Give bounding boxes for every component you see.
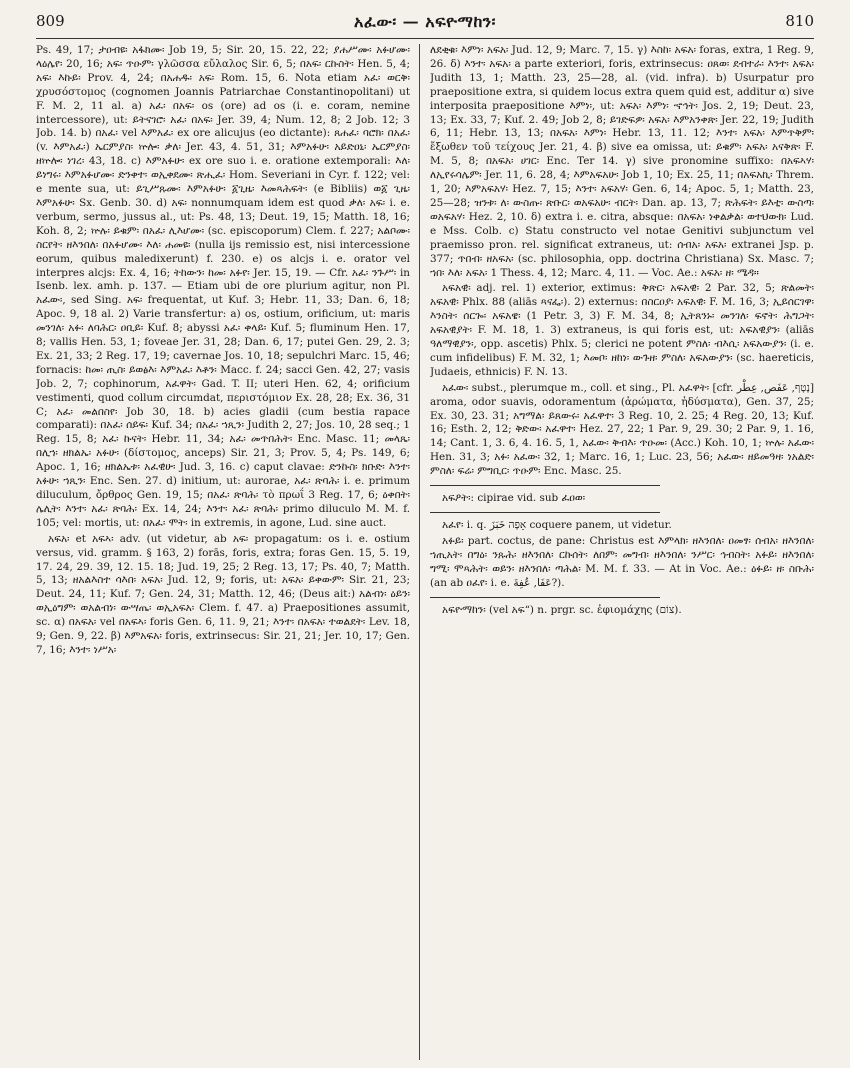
running-title: አፈው፡ — አፍዮማከን፡ bbox=[354, 12, 496, 31]
entry-separator bbox=[430, 512, 660, 513]
entry-separator bbox=[430, 597, 660, 598]
entry-paragraph: አፈየ፡ i. q. אָפָה ﺧَﺒَﺰَ coquere panem, ut videtur. bbox=[442, 519, 672, 531]
entry-separator bbox=[430, 485, 660, 486]
page-number-right: 810 bbox=[785, 12, 814, 30]
left-column bbox=[36, 44, 410, 1060]
entry-paragraph: አፍአዊ፡ adj. rel. 1) exterior, extimus: ቅጽር፡ አፍአዊ፡ 2 Par. 32, 5; ጽልመት፡ አፍአዊ፡ Phlx. 88 (aliās ጻናፌ፡). 2) externus: በስርዐያ፡ አፍአዊ፡ F. M. 16, 3; ኢይሰርገዋ፡ እንስት፡ ሰርጐ፡ አፍአዌ፡ (1 Petr. 3, 3) F. M. 34, 8; ኢትጸንኑ፡ መንገለ፡ ፍኖት፡ ሕግጋት፡ አፍአዊያት፡ F. M. 18, 1. 3) extraneus, is qui foris est, ut: አፍአዊያን፡ (aliās ዓለማዊያን፡, opp. ascetis) Phlx. 5; clerici ne potent ምስለ፡ ብእሲ፡ አፍአውያን፡ (i. e. cum infidelibus) F. M. 32, 1; እመቦ፡ ዘከነ፡ ውጉዘ፡ ምስለ፡ አፍአውያን፡ (sc. haereticis, Judaeis, ethnicis) F. N. 13. bbox=[430, 282, 814, 378]
entry-paragraph: አፉይ፡ part. coctus, de pane: Christus est እምላክ፡ ዘእንበለ፡ ዐመፃ፡ ሰብአ፡ ዘእንበለ፡ ኀጢአት፡ በግዕ፡ ንጹሕ፡ ዘእንበለ፡ ርኩሰት፡ ለበም፡ መግብ፡ ዘእንበለ፡ ንሥር፡ ኅብስት፡ አፉይ፡ ዘእንበለ፡ ግሚ፡ ሞጻሕት፡ ወይን፡ ዘእንበለ፡ ጣሕል፡ M. M. f. 33. — At in Voc. Ae.: ዕፉይ፡ ዘ፡ ስቡሕ፡ (an ab ዐፈየ፡ i. e. ﻋَﻔَﺎ, ﻋُﻔِﺔَ?). bbox=[430, 534, 814, 589]
entry-paragraph: አፈው፡ subst., plerumque m., coll. et sing., Pl. አፈዋት፡ [cfr. נָטָף, ﻋَﻔَﺺ, ﻋِﻄْﺮ] aroma, odor suavis, odoramentum (ἀρώματα, ἡδύσματα), Gen. 37, 25; Ex. 30, 23. 31; አግማል፡ ይጸውሩ፡ አፈዋተ፡ 3 Reg. 10, 2. 25; 4 Reg. 20, 13; Kuf. 16; Esth. 2, 12; ቅድው፡ አፈዋተ፡ Hez. 27, 22; 1 Par. 9, 29. 30; 2 Par. 9, 1. 16, 14; Cant. 1, 3. 6, 4. 16. 5, 1, አፈው፡ ቅብእ፡ ጥዑመ፡ (Acc.) Koh. 10, 1; ኵሉ፡ አፈው፡ Hen. 31, 3; አፉ፡ አፈው፡ 32, 1; Marc. 16, 1; Luc. 23, 56; አፈው፡ ዘይመዓዛ፡ ነአልድ፡ ምስለ፡ ፍሬ፡ ምግቢር፡ ጥዑም፡ Enc. Masc. 25. bbox=[430, 381, 814, 478]
column-divider bbox=[419, 44, 420, 1060]
entry-paragraph: Ps. 49, 17; ታዐብዩ፡ አፋክሙ፡ Job 19, 5; Sir. 20, 15. 22, 22; ያሐሥሙ፡ አፉሆሙ፡ ላዕሌየ፡ 20, 16; አፍ፡ ጥዑም፡ γλῶσσα εὔλαλος Sir. 6, 5; በአፍ፡ ርኩስት፡ Hen. 5, 4; አፍ፡ እኩይ፡ Prov. 4, 24; በአሐዱ፡ አፍ፡ Rom. 15, 6. Nota etiam አፈ፡ ወርቅ፡ χρυσόστομος (cognomen Joannis Patriarchae Constantinopolitani) ut F. M. 2, 11 al. a) አፈ፡ በአፍ፡ os (ore) ad os (i. e. coram, nemine intercessore), ut: ይትናገሮ፡ አፈ፡ በአፍ፡ Jer. 39, 4; Num. 12, 8; 2 Job. 12; 3 Job. 14. b) በአፈ፡ vel እምአፈ፡ ex ore alicujus (eo dictante): ጸሐፈ፡ ባሮክ፡ በአፈ፡ (v. እምአፈ፡) ኤርምያስ፡ ኵሎ፡ ቃለ፡ Jer. 43, 4. 51, 31; እምአፉሁ፡ አይድዐኒ፡ ኤርምያስ፡ ዘኵሎ፡ ነገረ፡ 43, 18. c) እምአፉሁ፡ ex ore suo i. e. oratione extemporali: እለ፡ ይነግሩ፡ እምአፉሆሙ፡ ድንቀተ፡ ወኢቀደሙ፡ ጽሒፈ፡ Hom. Severiani in Cyr. f. 122; vel: e mente sua, ut: ይጊሥጹሙ፡ እምአፉሁ፡ ፩ጊዜ፡ እመጻሕፍት፡ (e Bibliis) ወ፩ ጊዜ፡ እምአፉሁ፡ Sx. Genb. 30. d) አፍ፡ nonnumquam idem est quod ቃለ፡ አፍ፡ i. e. verbum, sermo, jussus al., ut: Ps. 48, 13; Deut. 19, 15; Matth. 18, 16; Koh. 8, 2; ኵሉ፡ ይቁም፡ በአፈ፡ ሊእሆሙ፡ (sc. episcoporum) Clem. f. 227; አልቦሙ፡ ስርየት፡ ዘእንበለ፡ በአፉሆሙ፡ እለ፡ ሐመዩ፡ (nulla ijs remissio est, nisi intercessione eorum, quibus maledixerunt) f. 230. e) os alcjs i. e. orator vel interpres alcjs: Ex. 4, 16; ትከውን፡ ከመ፡ አፉየ፡ Jer. 15, 19. — Cfr. አፈ፡ ንጉሥ፡ in Isenb. lex. amh. p. 137. — Etiam ubi de ore plurium agitur, non Pl. አፈው፡, sed Sing. አፍ፡ frequentat, ut Kuf. 3; Hebr. 11, 33; Dan. 6, 18; Apoc. 9, 18 al. 2) Varie transfertur: a) os, ostium, orificium, ut: maris መንገለ፡ አፉ፡ ለባሕር፡ ዐቢይ፡ Kuf. 8; abyssi አፈ፡ ቀላይ፡ Kuf. 5; fluminum Hen. 17, 8; vallis Hen. 53, 1; foveae Jer. 31, 28; Dan. 6, 17; putei Gen. 29, 2. 3; Ex. 21, 33; 2 Reg. 17, 19; cavernae Jos. 10, 18; sepulchri Marc. 15, 46; fornacis: ከመ፡ ጢስ፡ ይወፅእ፡ እምአፈ፡ እቶን፡ Macc. f. 24; sacci Gen. 42, 27; vasis Job. 2, 7; cophinorum, አፈዋት፡ Gad. T. II; uteri Hen. 62, 4; orificium vestimenti, quod collum circumdat, περιστόμιον Ex. 28, 28; Ex. 36, 31 C; አፈ፡ መልበስየ፡ Job 30, 18. b) acies gladii (cum bestia rapace comparati): በአፈ፡ ሰይፍ፡ Kuf. 34; በአፈ፡ ኀጺን፡ Judith 2, 27; Jos. 10, 28 seq.; 1 Reg. 15, 8; አፈ፡ ኩናት፡ Hebr. 11, 34; አፈ፡ መጥበሕት፡ Enc. Masc. 11; መላጼ፡ በሊኀ፡ ዘክልኤ፡ አፉሁ፡ (δίστομος, anceps) Sir. 21, 3; Prov. 5, 4; Ps. 149, 6; Apoc. 1, 16; ዘክልኤቱ፡ አፈዊሁ፡ Jud. 3, 16. c) caput clavae: ድንኩስ፡ ክቡድ፡ እንተ፡ አፉሁ፡ ኀጺን፡ Enc. Sen. 27. d) initium, ut: aurorae, አፈ፡ ጽባሕ፡ i. e. primum diluculum, ὄρθρος Gen. 19, 15; በአፈ፡ ጽባሕ፡ τὸ πρωΐ 3 Reg. 17, 6; ዕቀበት፡ ሌሊት፡ እንተ፡ አፈ፡ ጽባሕ፡ Ex. 14, 24; እንተ፡ አፈ፡ ጽባሕ፡ primo diluculo M. M. f. 105; vel: mortis, ut: በአፈ፡ ሞት፡ in extremis, in agone, Lud. sine auct. bbox=[36, 44, 410, 529]
page-number-left: 809 bbox=[36, 12, 65, 30]
entry-paragraph: አፍአ፡ et አፍኣ፡ adv. (ut videtur, ab አፍ፡ propagatum: os i. e. ostium versus, vid. gramm. § 163, 2) forās, foris, extra; foras Gen. 15, 5. 19, 17. 24, 29. 39, 12. 15. 18; Jud. 19, 25; 2 Reg. 13, 17; Ps. 40, 7; Matth. 5, 13; ዘአልእስተ ሳእበ፡ አፍአ፡ Jud. 12, 9; foris, ut: አፍአ፡ ይቀውም፡ Sir. 21, 23; Deut. 24, 11; Kuf. 7; Gen. 24, 31; Matth. 12, 46; (Deus ait:) አልብነ፡ ዕይን፡ ወኢዕግም፡ ወአልብነ፡ ውሣጤ፡ ወኢአፍአ፡ Clem. f. 47. a) Praepositiones assumit, sc. α) በአፍአ፡ vel በአፍኣ፡ foris Gen. 6, 11. 9, 21; እንተ፡ በአፍአ፡ ተወልደት፡ Lev. 18, 9; Gen. 9, 22. β) እምአፍአ፡ foris, extrinsecus: Sir. 21, 21; Jer. 10, 17; Gen. 7, 16; እንተ፡ ነሥአ፡ bbox=[36, 532, 410, 656]
entry-paragraph: አፍዖት፡: cipirae vid. sub ፈዐወ፡ bbox=[442, 492, 586, 505]
page-header bbox=[36, 10, 814, 39]
entry-paragraph: አፍዮማከን፡ (vel አፍ“) n. prgr. sc. ἐφιομάχης (צוֹם). bbox=[442, 603, 682, 616]
entry-paragraph: ለደቂቁ፡ እምነ፡ አፍአ፡ Jud. 12, 9; Marc. 7, 15. γ) እስከ፡ አፍአ፡ foras, extra, 1 Reg. 9, 26. δ) እንተ፡ አፍአ፡ a parte exteriori, foris, extrinsecus: ዐጸወ፡ ደብተራ፡ እንተ፡ አፍአ፡ Judith 13, 1; Matth. 23, 25—28, al. (vid. infra). b) Usurpatur pro praepositione extra, si quidem locus extra quem quid est, additur α) sive interposita praepositione እምነ፡, ut: አፍአ፡ እምነ፡ ኆኅት፡ Jos. 2, 19; Deut. 23, 13; Ex. 33, 7; Kuf. 2. 49; Job 2, 8; ይገድፍዎ፡ አፍአ፡ እምአንቀጽ፡ Jer. 22, 19; Judith 6, 11; Hebr. 13, 13; በአፍአ፡ እምነ፡ Hebr. 13, 11. 12; እንተ፡ አፍአ፡ እምጥቅም፡ ἔξωθεν τοῦ τείχους Jer. 21, 4. β) sive ea omissa, ut: ይቁም፡ አፍአ፡ አናቅጽ፡ F. M. 5, 8; በአፍአ፡ ሀገር፡ Enc. Ter 14. γ) sive pronomine suffixo: በአፍኣሃ፡ ለኢየሩሳሌም፡ Jer. 11, 6. 28, 4; እምአፍአሁ፡ Job 1, 10; Ex. 25, 11; በአፍአኪ፡ Threm. 1, 20; እምአፍአሃ፡ Hez. 7, 15; እንተ፡ አፍአሃ፡ Gen. 6, 14; Apoc. 5, 1; Matth. 23, 25—28; ዝንቱ፡ ለ፡ ውስጡ፡ ጽቡር፡ ወአፍአሁ፡ ብርት፡ Dan. ap. 13, 7; ጽሕፍት፡ ይእቲ፡ ውስጣ፡ ወአፍአሃ፡ Hez. 2, 10. δ) extra i. e. citra, absque: በአፍአ፡ ነቀልቃል፡ ወተህውክ፡ Lud. e Mss. Colb. c) Statu constructo vel notae Genitivi subjunctum vel praemisso pron. rel. significat extraneus, ut: ሰብአ፡ አፍአ፡ extranei Jsp. p. 377; ጥበብ፡ ዘአፍአ፡ (sc. philosophia, opp. doctrina Christiana) Sx. Masc. 7; ኀበ፡ እለ፡ አፍአ፡ 1 Thess. 4, 12; Marc. 4, 11. — Voc. Ae.: አፍአ፡ ዘ፡ ሜዳ። bbox=[430, 44, 814, 279]
right-column bbox=[430, 44, 814, 1060]
